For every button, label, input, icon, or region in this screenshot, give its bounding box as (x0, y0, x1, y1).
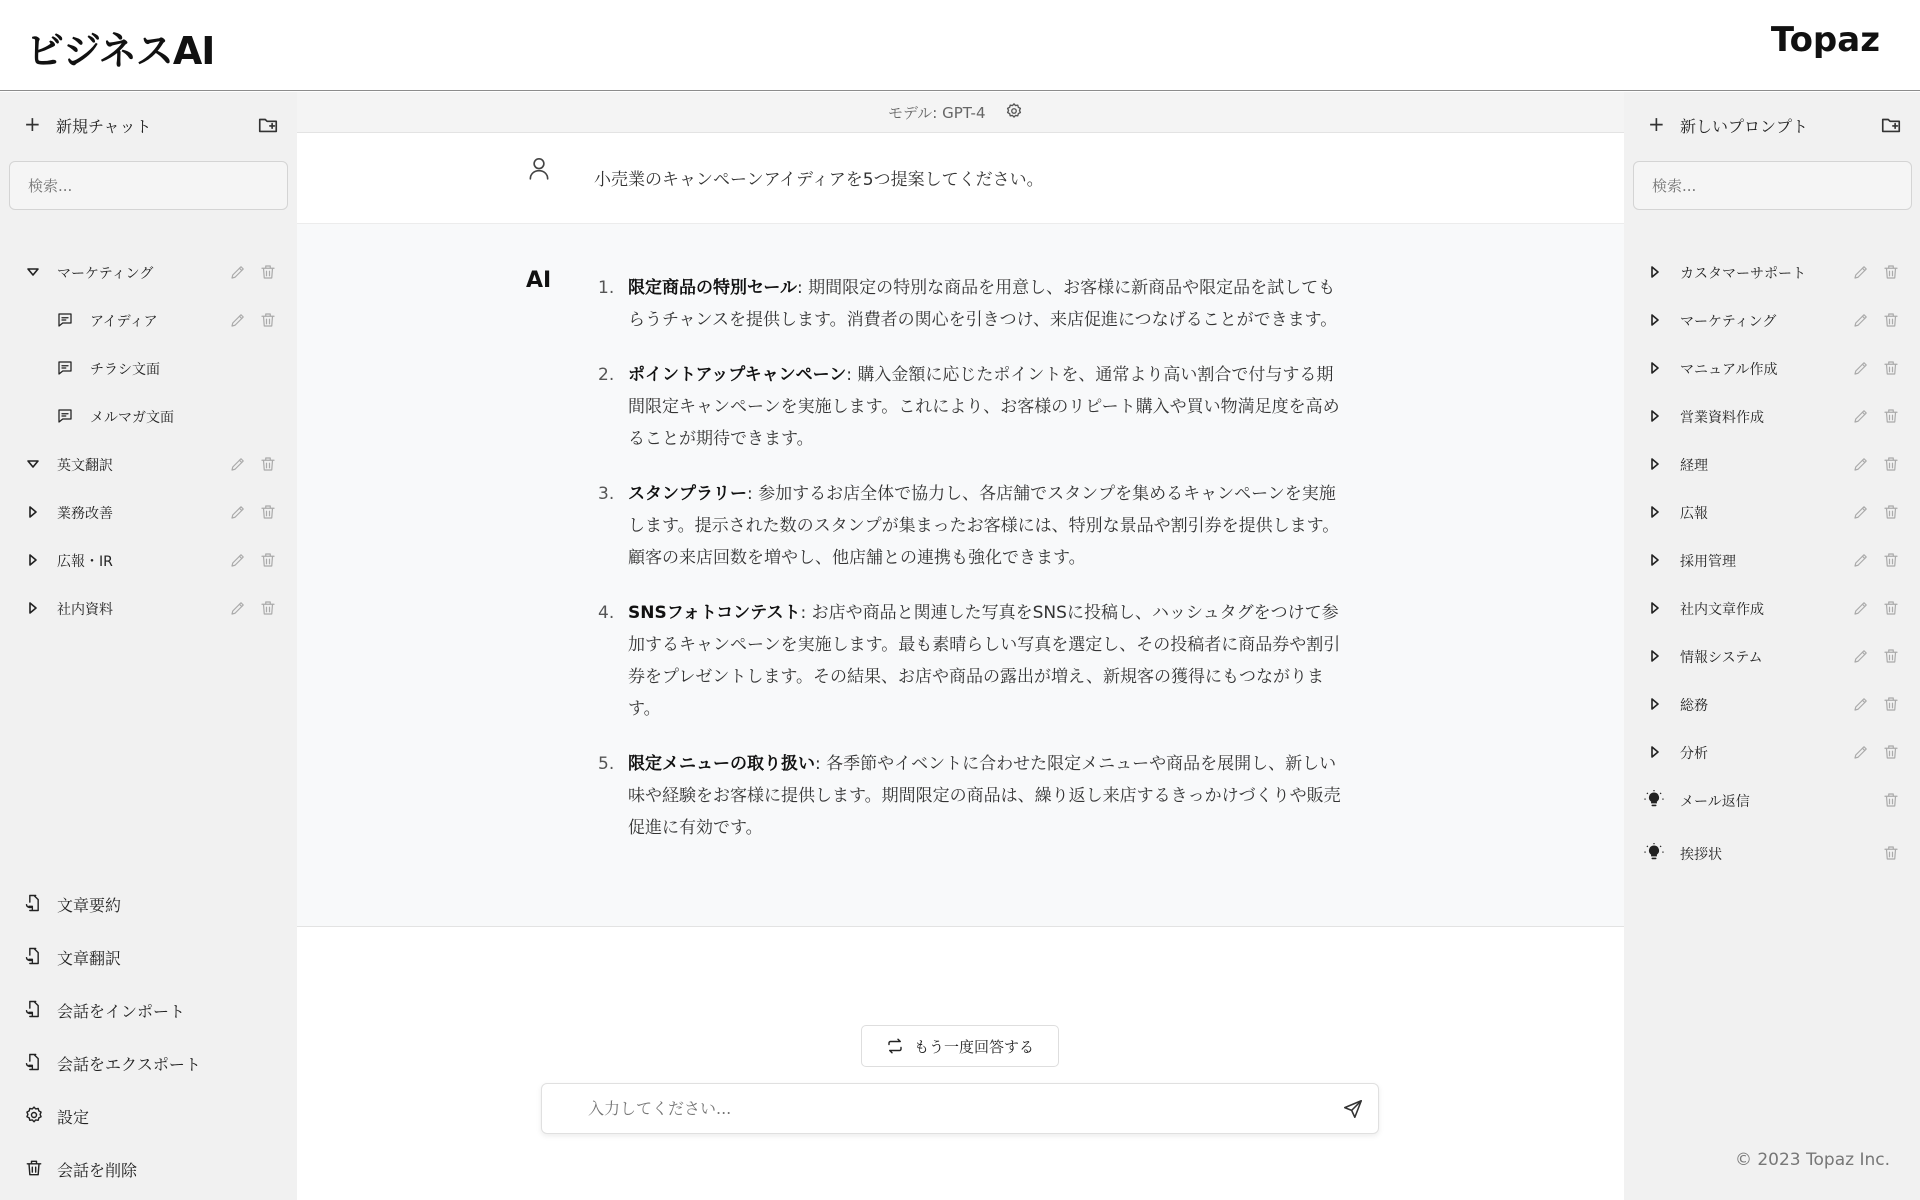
item-title: 限定商品の特別セール (628, 278, 797, 298)
trash-icon[interactable] (1882, 263, 1900, 281)
bulb-icon (1644, 843, 1664, 863)
item-title: SNSフォトコンテスト (628, 603, 801, 623)
trash-icon[interactable] (1882, 407, 1900, 425)
prompt-folder[interactable] (1624, 300, 1920, 340)
pencil-icon[interactable] (1852, 743, 1870, 761)
trash-icon[interactable] (259, 455, 277, 473)
item-number: 1. (598, 278, 615, 298)
app-title: ビジネスAI (26, 29, 215, 73)
plus-icon: + (1648, 112, 1665, 136)
utility-label: 会話をインポート (57, 1002, 186, 1021)
folder-label: 業務改善 (57, 506, 113, 522)
item-title: 限定メニューの取り扱い (628, 754, 815, 774)
answer-item (598, 272, 1343, 336)
chat-item-newsletter[interactable] (0, 396, 297, 436)
trash-icon[interactable] (1882, 647, 1900, 665)
user-message (297, 133, 1624, 224)
pencil-icon[interactable] (229, 311, 247, 329)
translate-button[interactable] (0, 936, 297, 976)
ai-message (297, 224, 1624, 927)
chat-main (297, 92, 1624, 1200)
caret-down-icon[interactable] (26, 265, 40, 279)
chat-item-label: メルマガ文面 (90, 410, 174, 426)
file-sync-icon (24, 893, 44, 913)
folder-label: 英文翻訳 (57, 458, 113, 474)
trash-icon[interactable] (1882, 311, 1900, 329)
caret-right-icon[interactable] (1648, 745, 1662, 759)
user-message-text: 小売業のキャンペーンアイディアを5つ提案してください。 (594, 170, 1044, 190)
chat-item-idea[interactable] (0, 300, 297, 340)
trash-icon[interactable] (1882, 844, 1900, 862)
trash-icon[interactable] (259, 311, 277, 329)
trash-icon[interactable] (259, 599, 277, 617)
item-number: 5. (598, 754, 615, 774)
caret-right-icon[interactable] (1648, 697, 1662, 711)
pencil-icon[interactable] (1852, 359, 1870, 377)
model-bar (297, 92, 1624, 133)
utility-label: 文章翻訳 (57, 949, 122, 968)
trash-icon[interactable] (259, 263, 277, 281)
pencil-icon[interactable] (229, 455, 247, 473)
caret-right-icon[interactable] (1648, 505, 1662, 519)
prompt-folder[interactable] (1624, 732, 1920, 772)
folder-label: 社内資料 (57, 602, 113, 618)
chat-item-label: アイディア (90, 314, 158, 330)
prompt-search-input[interactable] (1633, 161, 1912, 210)
item-body: : 期間限定の特別な商品を用意し、お客様に新商品や限定品を試してもらうチャンスを提供します。消費者の関心を引きつけ、来店促進につなげることができます。 (628, 278, 1338, 330)
chat-item-label: チラシ文面 (90, 362, 160, 378)
summarize-button[interactable] (0, 883, 297, 923)
message-icon (56, 407, 74, 425)
prompt-label: 挨拶状 (1680, 847, 1722, 863)
prompt-folder-label: 社内文章作成 (1680, 602, 1764, 618)
chat-item-flyer[interactable] (0, 348, 297, 388)
pencil-icon[interactable] (229, 503, 247, 521)
item-body: : お店や商品と関連した写真をSNSに投稿し、ハッシュタグをつけて参加するキャンペーンを実施します。最も素晴らしい写真を選定し、その投稿者に商品券や割引券をプレゼントします。その結果、お店や商品の露出が増え、新規客の獲得にもつながります。 (628, 603, 1341, 719)
prompt-item-email-reply[interactable] (1624, 780, 1920, 820)
caret-right-icon[interactable] (1648, 409, 1662, 423)
chat-input-box (541, 1083, 1379, 1134)
trash-icon[interactable] (259, 551, 277, 569)
prompt-folder-label: 分析 (1680, 746, 1708, 762)
chat-input[interactable] (542, 1084, 1322, 1133)
utility-label: 設定 (57, 1108, 90, 1127)
trash-icon (24, 1158, 44, 1178)
answer-item (598, 597, 1343, 725)
utility-label: 会話を削除 (57, 1161, 138, 1180)
prompt-folder[interactable] (1624, 588, 1920, 628)
item-number: 3. (598, 484, 615, 504)
pencil-icon[interactable] (1852, 599, 1870, 617)
folder-pr-ir[interactable] (0, 540, 297, 580)
folder-business-improvement[interactable] (0, 492, 297, 532)
caret-right-icon[interactable] (1648, 649, 1662, 663)
prompt-folder[interactable] (1624, 348, 1920, 388)
pencil-icon[interactable] (229, 263, 247, 281)
prompt-folder-label: 総務 (1680, 698, 1708, 714)
prompt-folder[interactable] (1624, 540, 1920, 580)
folder-internal-docs[interactable] (0, 588, 297, 628)
settings-button[interactable] (0, 1095, 297, 1135)
import-button[interactable] (0, 989, 297, 1029)
answer-item (598, 478, 1343, 574)
chat-search-input[interactable] (9, 161, 288, 210)
utility-label: 会話をエクスポート (57, 1055, 201, 1074)
prompt-folder-label: 採用管理 (1680, 554, 1736, 570)
trash-icon[interactable] (1882, 791, 1900, 809)
prompt-folder-label: 経理 (1680, 458, 1708, 474)
caret-right-icon[interactable] (1648, 361, 1662, 375)
file-sync-icon (24, 946, 44, 966)
item-title: ポイントアップキャンペーン (628, 365, 847, 385)
prompt-folder[interactable] (1624, 636, 1920, 676)
ai-answer-list (598, 272, 1343, 867)
new-prompt-label: 新しいプロンプト (1680, 117, 1809, 136)
pencil-icon[interactable] (1852, 647, 1870, 665)
pencil-icon[interactable] (1852, 695, 1870, 713)
prompt-folder-label: 情報システム (1680, 650, 1763, 666)
new-chat-label: 新規チャット (56, 117, 152, 136)
caret-right-icon[interactable] (1648, 601, 1662, 615)
ai-label: AI (526, 268, 552, 293)
item-body: : 購入金額に応じたポイントを、通常より高い割合で付与する期間限定キャンペーンを実施します。これにより、お客様のリピート購入や買い物満足度を高めることが期待できます。 (628, 365, 1340, 449)
new-chat-button[interactable] (0, 92, 297, 158)
caret-right-icon[interactable] (1648, 457, 1662, 471)
item-body: : 各季節やイベントに合わせた限定メニューや商品を展開し、新しい味や経験をお客様に提供します。期間限定の商品は、繰り返し来店するきっかけづくりや販売促進に有効です。 (628, 754, 1341, 838)
trash-icon[interactable] (1882, 359, 1900, 377)
gear-icon[interactable] (1005, 102, 1023, 120)
utility-label: 文章要約 (57, 896, 122, 915)
prompt-folder[interactable] (1624, 252, 1920, 292)
prompt-folder-label: カスタマーサポート (1680, 266, 1806, 282)
prompt-folder-label: 営業資料作成 (1680, 410, 1764, 426)
caret-right-icon[interactable] (1648, 313, 1662, 327)
item-body: : 参加するお店全体で協力し、各店舗でスタンプを集めるキャンペーンを実施します。提示された数のスタンプが集まったお客様には、特別な景品や割引券を提供します。顧客の来店回数を増やし、他店舗との連携も強化できます。 (628, 484, 1340, 568)
model-label: モデル: GPT-4 (888, 104, 986, 122)
folder-label: 広報・IR (57, 554, 113, 570)
trash-icon[interactable] (1882, 503, 1900, 521)
prompt-folder[interactable] (1624, 396, 1920, 436)
prompt-folder-label: マーケティング (1680, 314, 1777, 330)
pencil-icon[interactable] (1852, 311, 1870, 329)
delete-conversations-button[interactable] (0, 1148, 297, 1188)
pencil-icon[interactable] (1852, 263, 1870, 281)
pencil-icon[interactable] (229, 551, 247, 569)
item-number: 4. (598, 603, 615, 623)
trash-icon[interactable] (1882, 599, 1900, 617)
item-title: スタンプラリー (628, 484, 747, 504)
folder-marketing[interactable] (0, 252, 297, 292)
trash-icon[interactable] (1882, 551, 1900, 569)
caret-right-icon[interactable] (26, 553, 40, 567)
left-sidebar (0, 92, 297, 1200)
pencil-icon[interactable] (1852, 455, 1870, 473)
gear-icon (24, 1105, 44, 1125)
regenerate-button[interactable] (861, 1025, 1059, 1067)
new-folder-icon[interactable] (1880, 114, 1902, 136)
plus-icon: + (24, 112, 41, 136)
answer-item (598, 359, 1343, 455)
pencil-icon[interactable] (1852, 503, 1870, 521)
trash-icon[interactable] (1882, 455, 1900, 473)
export-button[interactable] (0, 1042, 297, 1082)
folder-english-translation[interactable] (0, 444, 297, 484)
caret-down-icon[interactable] (26, 457, 40, 471)
user-icon (526, 155, 552, 181)
pencil-icon[interactable] (1852, 551, 1870, 569)
pencil-icon[interactable] (1852, 407, 1870, 425)
trash-icon[interactable] (259, 503, 277, 521)
answer-item (598, 748, 1343, 844)
top-bar (0, 0, 1920, 91)
file-import-icon (24, 999, 44, 1019)
message-icon (56, 311, 74, 329)
folder-label: マーケティング (57, 266, 154, 282)
send-icon[interactable] (1342, 1098, 1364, 1120)
prompt-folder[interactable] (1624, 492, 1920, 532)
file-export-icon (24, 1052, 44, 1072)
new-folder-icon[interactable] (257, 114, 279, 136)
message-icon (56, 359, 74, 377)
prompt-folder-label: マニュアル作成 (1680, 362, 1778, 378)
prompt-label: メール返信 (1680, 794, 1750, 810)
prompt-folder-label: 広報 (1680, 506, 1708, 522)
new-prompt-button[interactable] (1624, 92, 1920, 158)
right-sidebar (1624, 92, 1920, 1200)
caret-right-icon[interactable] (1648, 265, 1662, 279)
prompt-folder[interactable] (1624, 444, 1920, 484)
trash-icon[interactable] (1882, 695, 1900, 713)
copyright: © 2023 Topaz Inc. (1734, 1150, 1890, 1170)
caret-right-icon[interactable] (26, 601, 40, 615)
repeat-icon (886, 1037, 904, 1055)
caret-right-icon[interactable] (26, 505, 40, 519)
trash-icon[interactable] (1882, 743, 1900, 761)
prompt-folder[interactable] (1624, 684, 1920, 724)
pencil-icon[interactable] (229, 599, 247, 617)
caret-right-icon[interactable] (1648, 553, 1662, 567)
company-name: Topaz (1770, 20, 1880, 60)
prompt-item-greeting[interactable] (1624, 833, 1920, 873)
regenerate-label: もう一度回答する (913, 1037, 1034, 1056)
item-number: 2. (598, 365, 615, 385)
bulb-icon (1644, 790, 1664, 810)
